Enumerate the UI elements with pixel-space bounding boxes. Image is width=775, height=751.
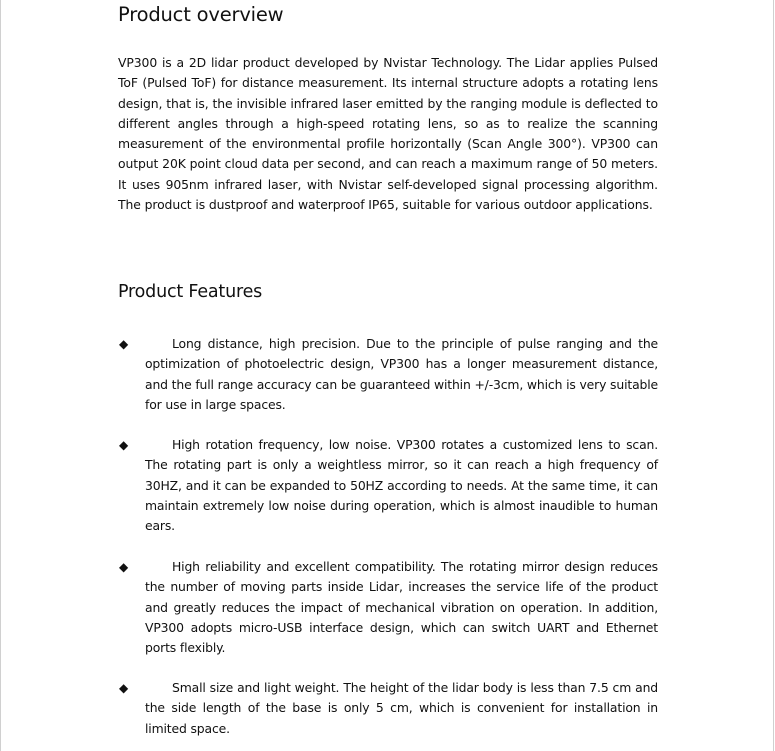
diamond-bullet-icon: ◆ — [119, 560, 129, 574]
page-edge-right — [773, 0, 774, 751]
feature-text: High rotation frequency, low noise. VP300 rotates a customized lens to scan. The rotating part is only a weightless mirror, so it can reach a high frequency of 30HZ, and it can be expanded to 50HZ according to needs. At the same time, it can maintain extremely low noise during operation, which is almost inaudible to human ears. — [145, 437, 658, 534]
feature-text: High reliability and excellent compatibility. The rotating mirror design reduces the number of moving parts inside Lidar, increases the service life of the product and greatly reduces the impact of mechanical vibration on operation. In addition, VP300 adopts micro-USB interface design, which can switch UART and Ethernet ports flexibly. — [145, 559, 658, 656]
feature-text: Long distance, high precision. Due to the principle of pulse ranging and the optimization of photoelectric design, VP300 has a longer measurement distance, and the full range accuracy can be guaranteed within +/-3cm, which is very suitable for use in large spaces. — [145, 336, 658, 412]
feature-item — [118, 334, 658, 415]
feature-text: Small size and light weight. The height of the lidar body is less than 7.5 cm and the side length of the base is only 5 cm, which is convenient for installation in limited space. — [145, 680, 658, 736]
page-edge-left — [0, 0, 1, 751]
diamond-bullet-icon: ◆ — [119, 337, 129, 351]
overview-paragraph: VP300 is a 2D lidar product developed by Nvistar Technology. The Lidar applies Pulsed ToF (Pulsed ToF) for distance measurement. Its internal structure adopts a rotating lens design, that is, the invisible infrared laser emitted by the ranging module is deflected to different angles through a high-speed rotating lens, so as to realize the scanning measurement of the environmental profile horizontally (Scan Angle 300°). VP300 can output 20K point cloud data per second, and can reach a maximum range of 50 meters. It uses 905nm infrared laser, with Nvistar self-developed signal processing algorithm. The product is dustproof and waterproof IP65, suitable for various outdoor applications. — [118, 55, 658, 213]
diamond-bullet-icon: ◆ — [119, 438, 129, 452]
feature-item — [118, 678, 658, 739]
feature-item — [118, 557, 658, 658]
features-heading: Product Features — [118, 282, 263, 302]
feature-item — [118, 435, 658, 536]
diamond-bullet-icon: ◆ — [119, 681, 129, 695]
overview-heading: Product overview — [118, 3, 284, 26]
